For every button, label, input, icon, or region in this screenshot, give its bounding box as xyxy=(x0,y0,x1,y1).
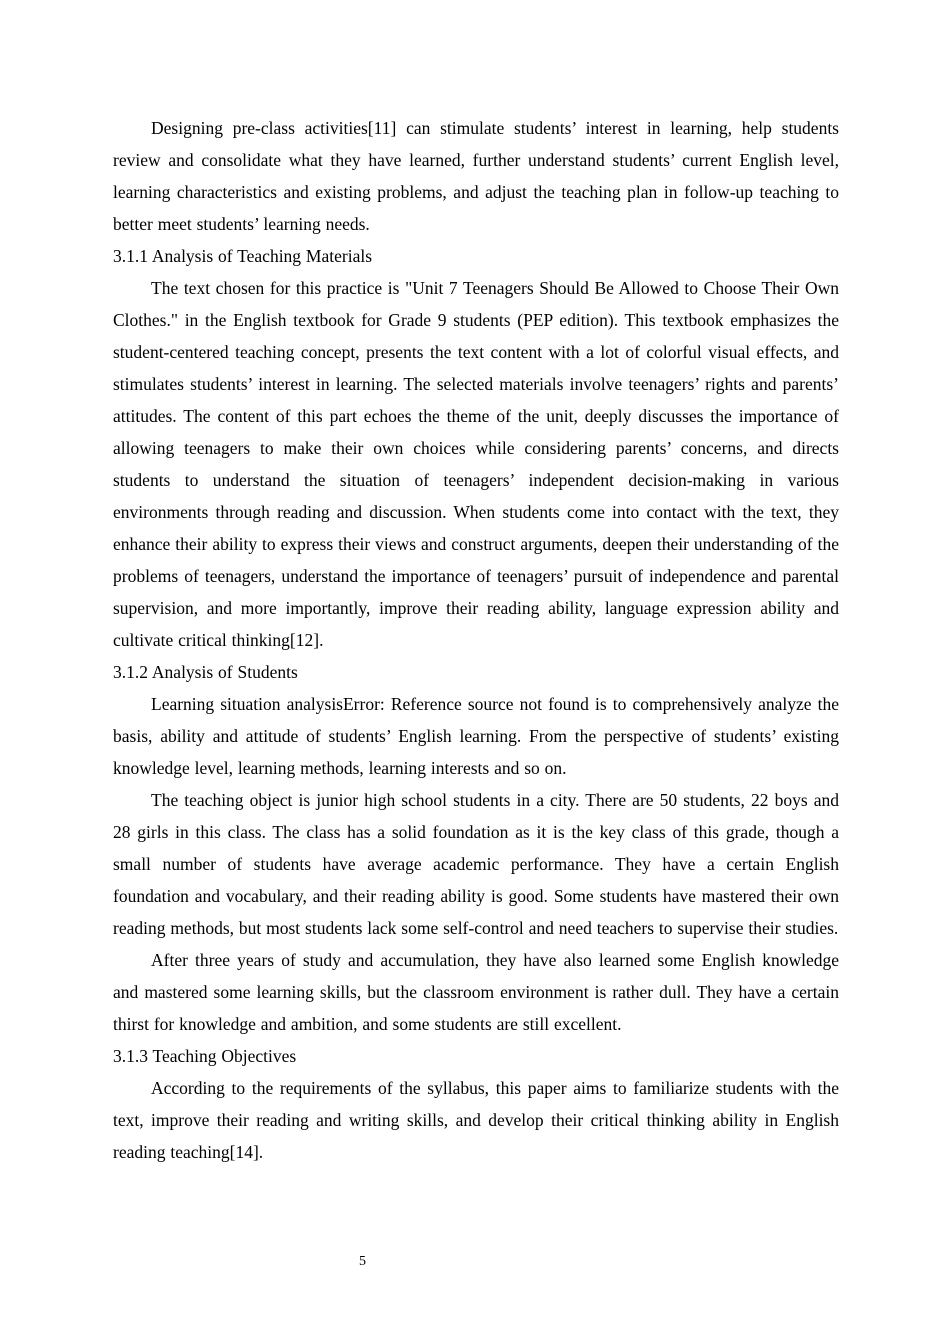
body-paragraph: Designing pre-class activities[11] can stimulate students’ interest in learning, help students review and consolidate what they have learned, further understand students’ current English level, learning characteristics and existing problems, and adjust the teaching plan in follow-up teaching to better meet students’ learning needs. xyxy=(113,118,839,234)
section-heading: 3.1.3 Teaching Objectives xyxy=(113,1046,297,1066)
section-heading: 3.1.2 Analysis of Students xyxy=(113,662,298,682)
body-paragraph: The text chosen for this practice is "Unit 7 Teenagers Should Be Allowed to Choose Their Own Clothes." in the English textbook for Grade 9 students (PEP edition). This textbook emphasizes the student-centered teaching concept, presents the text content with a lot of colorful visual effects, and stimulates students’ interest in learning. The selected materials involve teenagers’ rights and parents’ attitudes. The content of this part echoes the theme of the unit, deeply discusses the importance of allowing teenagers to make their own choices while considering parents’ concerns, and directs students to understand the situation of teenagers’ independent decision-making in various environments through reading and discussion. When students come into contact with the text, they enhance their ability to express their views and construct arguments, deepen their understanding of the problems of teenagers, understand the importance of teenagers’ pursuit of independence and parental supervision, and more importantly, improve their reading ability, language expression ability and cultivate critical thinking[12]. xyxy=(113,278,839,650)
section-heading: 3.1.1 Analysis of Teaching Materials xyxy=(113,246,373,266)
body-paragraph: After three years of study and accumulation, they have also learned some English knowledge and mastered some learning skills, but the classroom environment is rather dull. They have a certain thirst for knowledge and ambition, and some students are still excellent. xyxy=(113,950,839,1034)
body-paragraph: Learning situation analysisError: Reference source not found is to comprehensively analyze the basis, ability and attitude of students’ English learning. From the perspective of students’ existing knowledge level, learning methods, learning interests and so on. xyxy=(113,694,839,778)
document-body xyxy=(113,112,839,1168)
body-paragraph: The teaching object is junior high school students in a city. There are 50 students, 22 boys and 28 girls in this class. The class has a solid foundation as it is the key class of this grade, though a small number of students have average academic performance. They have a certain English foundation and vocabulary, and their reading ability is good. Some students have mastered their own reading methods, but most students lack some self-control and need teachers to supervise their studies. xyxy=(113,790,839,938)
page-number: 5 xyxy=(359,1254,366,1269)
body-paragraph: According to the requirements of the syllabus, this paper aims to familiarize students with the text, improve their reading and writing skills, and develop their critical thinking ability in English reading teaching[14]. xyxy=(113,1078,839,1162)
